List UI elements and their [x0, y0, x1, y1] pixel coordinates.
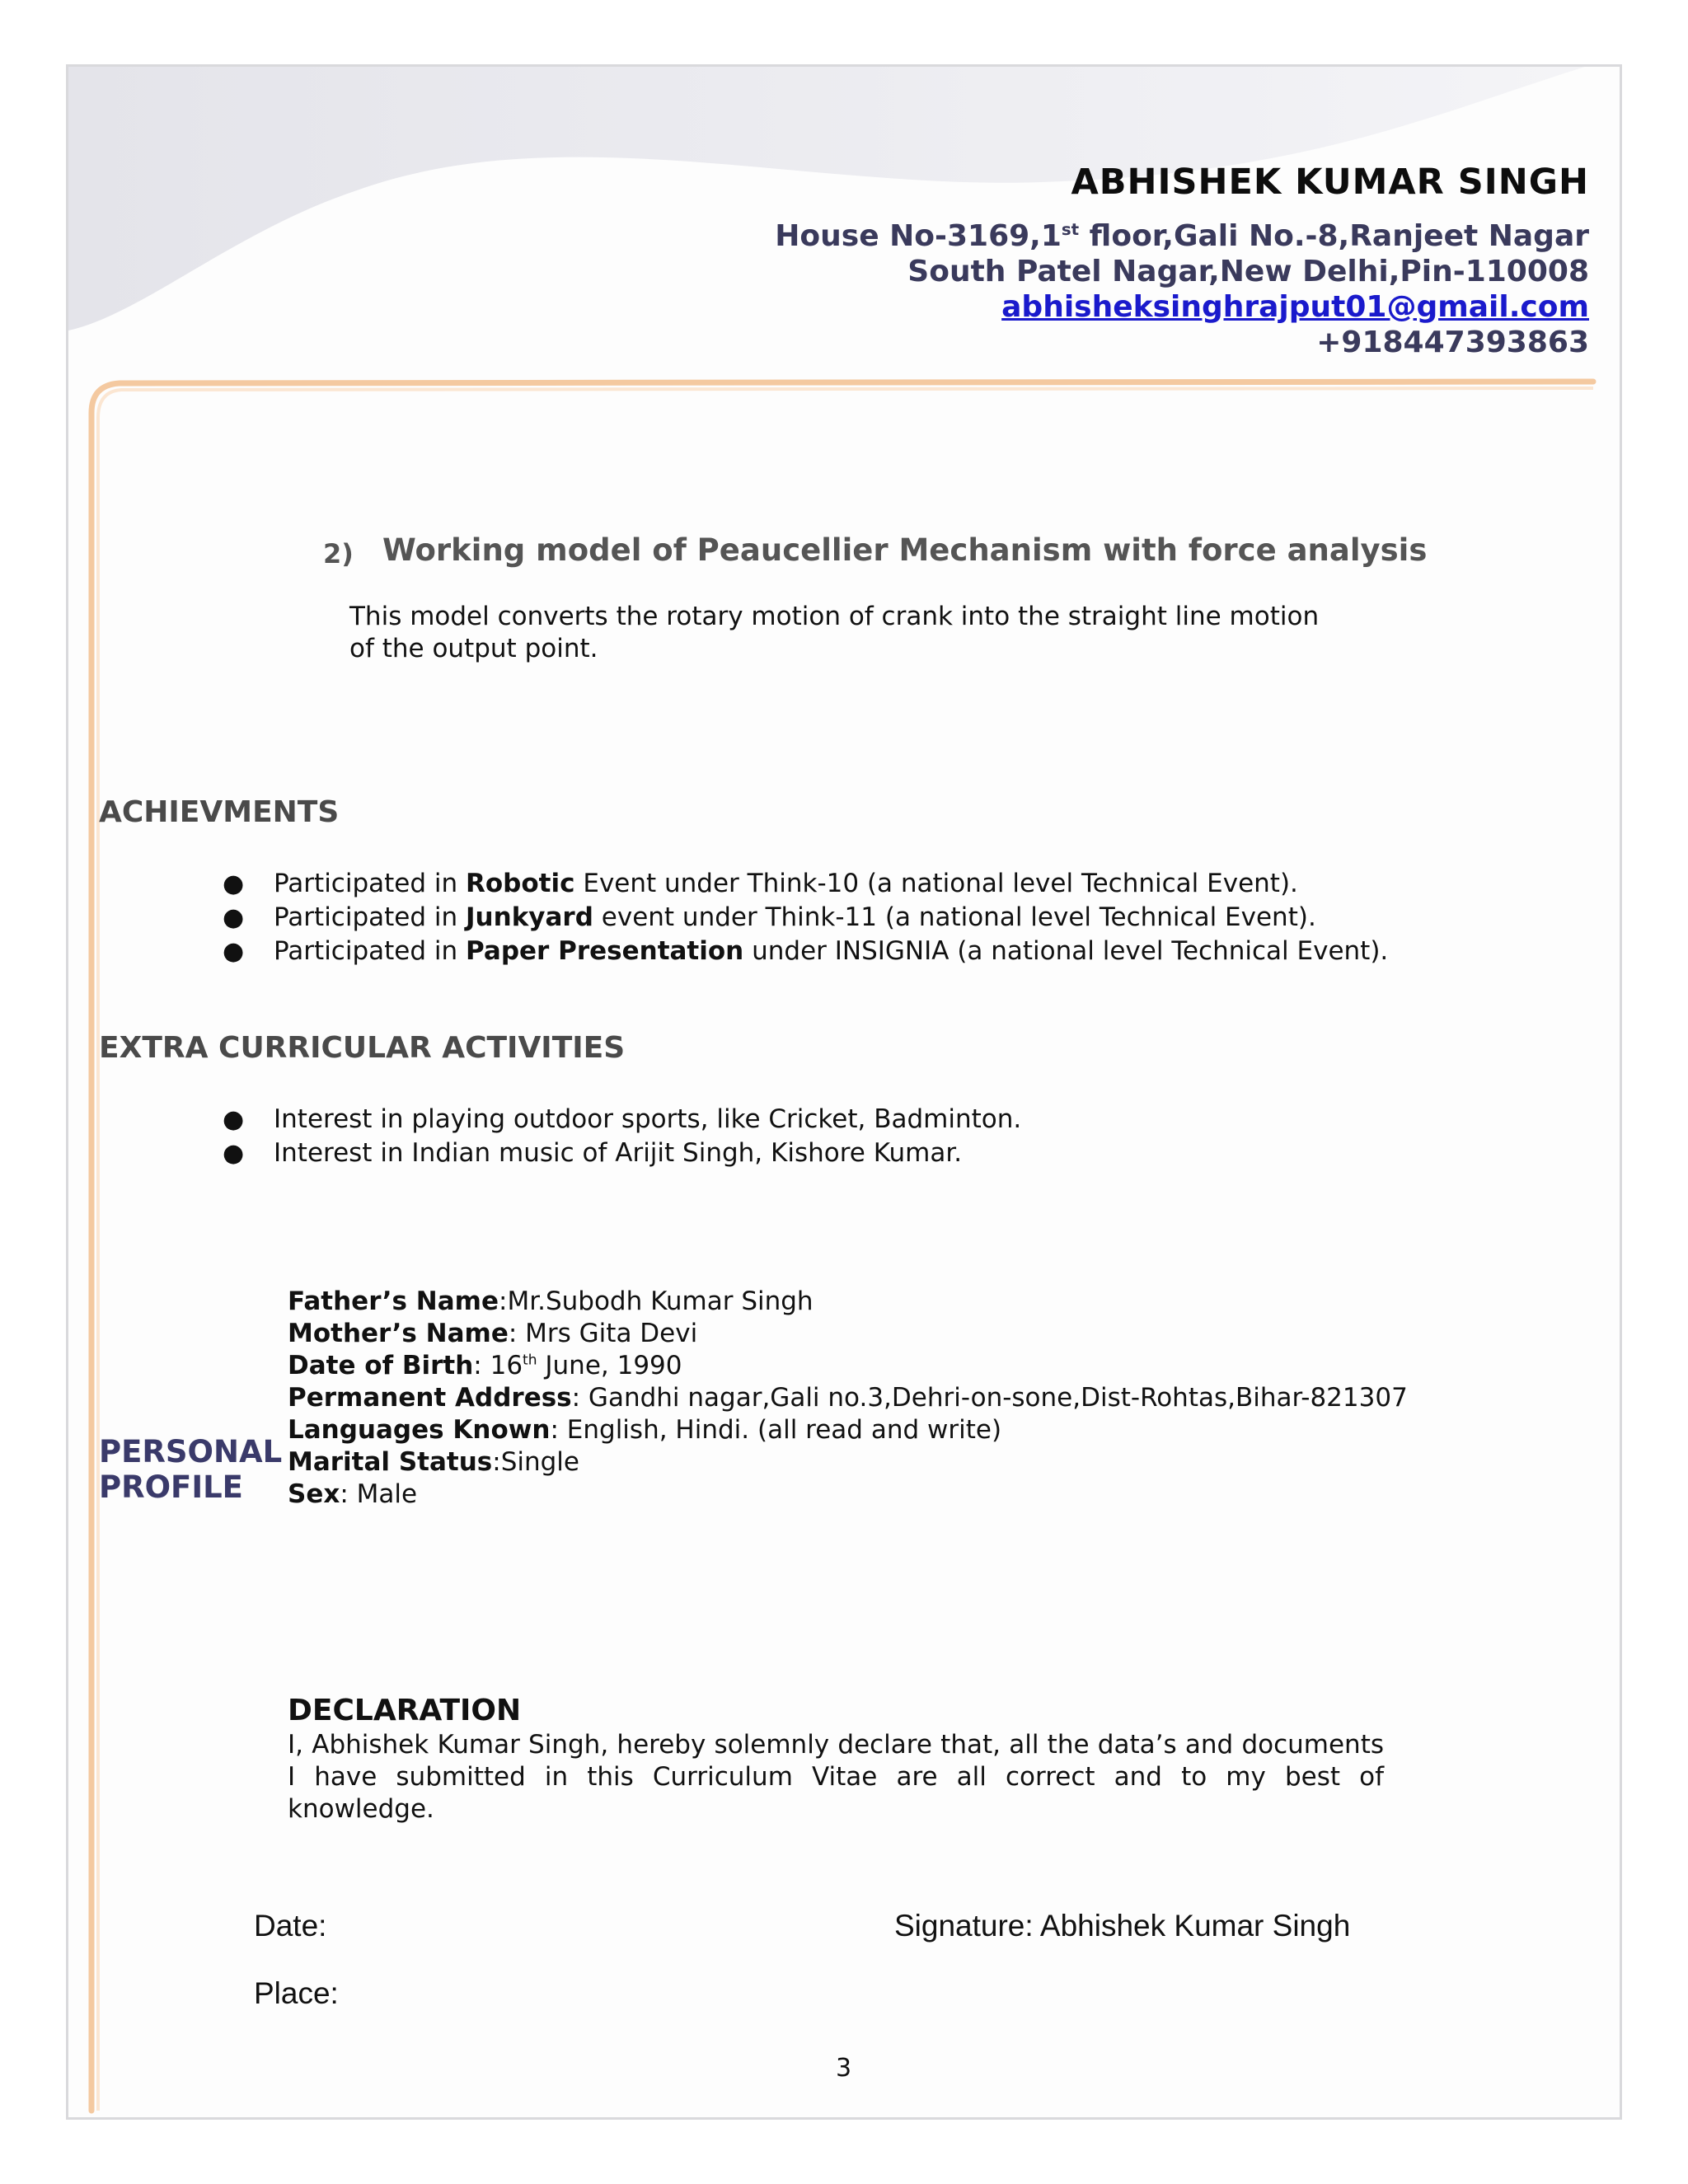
list-item: ● Participated in Paper Presentation under INSIGNIA (a national level Technical Event).	[223, 935, 1388, 968]
address-line-1: House No-3169,1st floor,Gali No.-8,Ranjeet Nagar	[775, 219, 1589, 253]
marital-status-row: Marital Status:Single	[288, 1447, 579, 1477]
list-item: ● Participated in Robotic Event under Think-10 (a national level Technical Event).	[223, 867, 1388, 901]
achievements-list	[223, 867, 1388, 968]
bullet-icon: ●	[223, 1105, 245, 1134]
project-number: 2)	[323, 538, 354, 569]
permanent-address-row: Permanent Address: Gandhi nagar,Gali no.3,Dehri-on-sone,Dist-Rohtas,Bihar-821307	[288, 1383, 1408, 1413]
list-item: ● Interest in Indian music of Arijit Singh, Kishore Kumar.	[223, 1137, 1021, 1170]
phone-number: +918447393863	[1316, 326, 1589, 359]
personal-profile-details	[288, 1286, 1408, 1511]
bullet-icon: ●	[223, 1139, 245, 1168]
list-item: ● Participated in Junkyard event under Think-11 (a national level Technical Event).	[223, 901, 1388, 935]
achievements-heading: ACHIEVMENTS	[99, 795, 340, 829]
place-label: Place:	[254, 1976, 339, 2010]
extra-curricular-list	[223, 1103, 1021, 1170]
project-description: This model converts the rotary motion of crank into the straight line motion of the output point.	[349, 602, 1320, 663]
page-number: 3	[836, 2054, 852, 2083]
signature-line: Signature: Abhishek Kumar Singh	[894, 1909, 1351, 1943]
bullet-icon: ●	[223, 937, 245, 966]
bullet-icon: ●	[223, 869, 245, 898]
candidate-name: ABHISHEK KUMAR SINGH	[1071, 162, 1589, 203]
declaration-text: I, Abhishek Kumar Singh, hereby solemnly declare that, all the data’s and documents I have submitted in this Curriculum Vitae are all correct and to my best of knowledge.	[288, 1730, 1384, 1824]
personal-profile-label: PERSONAL PROFILE	[99, 1434, 283, 1505]
father-name-row: Father’s Name:Mr.Subodh Kumar Singh	[288, 1286, 814, 1316]
dob-row: Date of Birth: 16th June, 1990	[288, 1351, 682, 1380]
extra-curricular-heading: EXTRA CURRICULAR ACTIVITIES	[99, 1031, 626, 1065]
project-title: Working model of Peaucellier Mechanism with force analysis	[382, 532, 1428, 568]
languages-row: Languages Known: English, Hindi. (all read and write)	[288, 1415, 1002, 1445]
list-item: ● Interest in playing outdoor sports, like Cricket, Badminton.	[223, 1103, 1021, 1137]
mother-name-row: Mother’s Name: Mrs Gita Devi	[288, 1319, 698, 1348]
sex-row: Sex: Male	[288, 1479, 418, 1509]
email-link[interactable]: abhisheksinghrajput01@gmail.com	[1001, 290, 1589, 324]
date-label: Date:	[254, 1909, 327, 1943]
declaration-heading: DECLARATION	[288, 1694, 522, 1727]
address-line-2: South Patel Nagar,New Delhi,Pin-110008	[907, 255, 1589, 288]
bullet-icon: ●	[223, 903, 245, 932]
